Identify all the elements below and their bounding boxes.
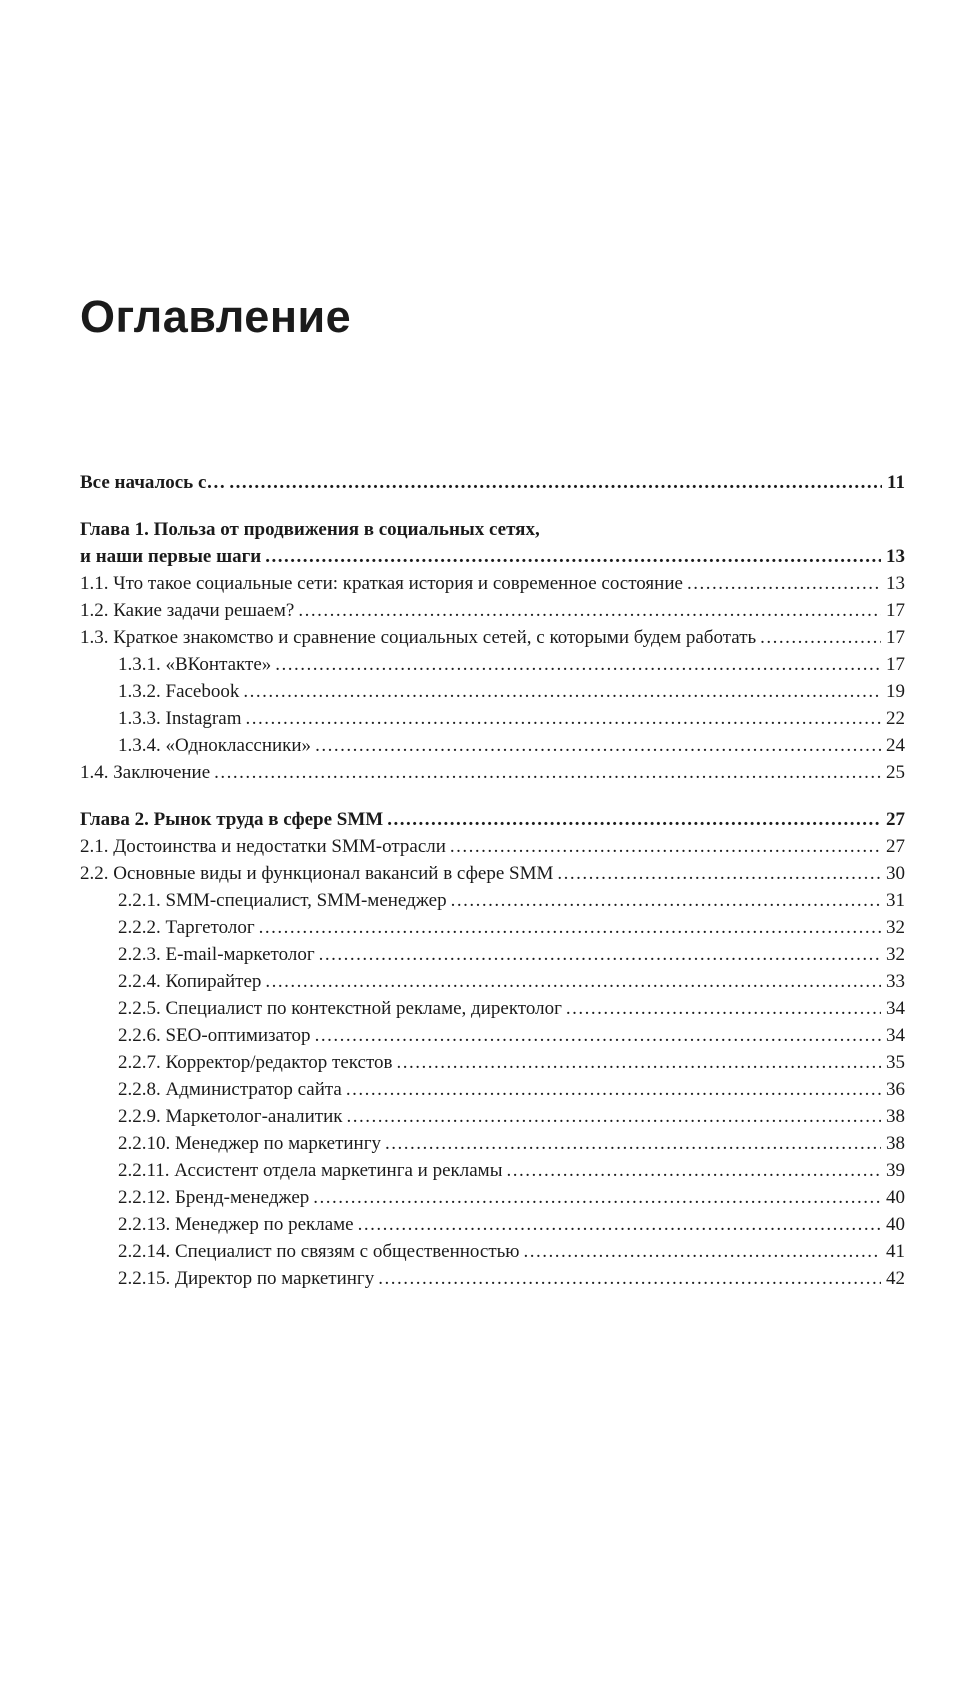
toc-entry-label: 2.2.4. Копирайтер — [118, 971, 262, 992]
toc-dot-leader — [387, 806, 881, 833]
toc-row — [80, 624, 905, 651]
toc-entry-label: 2.2.8. Администратор сайта — [118, 1079, 342, 1100]
toc-entry-label: 1.3. Краткое знакомство и сравнение социальных сетей, с которыми будем работать — [80, 627, 757, 648]
toc-row — [80, 914, 905, 941]
toc-row — [80, 1157, 905, 1184]
toc-entry-label: и наши первые шаги — [80, 546, 262, 567]
toc-row — [80, 941, 905, 968]
toc-row — [80, 860, 905, 887]
toc-entry-label: 2.2.5. Специалист по контекстной рекламе, директолог — [118, 998, 562, 1019]
toc-dot-leader — [378, 1265, 881, 1292]
toc-dot-leader — [275, 651, 881, 678]
toc-entry-label: Глава 1. Польза от продвижения в социальных сетях, — [80, 519, 540, 540]
toc-entry-label: 2.2.6. SEO-оптимизатор — [118, 1025, 311, 1046]
toc-page-number: 24 — [886, 735, 905, 756]
toc-page-number: 34 — [886, 1025, 905, 1046]
toc-row — [80, 759, 905, 786]
toc-page-number: 33 — [886, 971, 905, 992]
toc-dot-leader — [385, 1130, 881, 1157]
toc-page-number: 36 — [886, 1079, 905, 1100]
toc-page-number: 17 — [886, 654, 905, 675]
toc-row — [80, 732, 905, 759]
toc-entry-label: 2.2.1. SMM-специалист, SMM-менеджер — [118, 890, 447, 911]
toc-entry-label: 1.1. Что такое социальные сети: краткая история и современное состояние — [80, 573, 683, 594]
toc-page-number: 41 — [886, 1241, 905, 1262]
toc-dot-leader — [346, 1103, 881, 1130]
toc-dot-leader — [243, 678, 881, 705]
toc-page-number: 19 — [886, 681, 905, 702]
toc-entry-label: 2.2.7. Корректор/редактор текстов — [118, 1052, 393, 1073]
toc-page-number: 27 — [886, 836, 905, 857]
toc-row — [80, 597, 905, 624]
toc-entry-label: 1.3.4. «Одноклассники» — [118, 735, 312, 756]
toc-entry-label: 1.3.3. Instagram — [118, 708, 242, 729]
toc-row — [80, 1211, 905, 1238]
toc-row — [80, 1049, 905, 1076]
toc-dot-leader — [298, 597, 881, 624]
toc-entry-label: 2.2.10. Менеджер по маркетингу — [118, 1133, 382, 1154]
toc-dot-leader — [313, 1184, 881, 1211]
toc-entry-label: 1.4. Заключение — [80, 762, 211, 783]
toc-page-number: 35 — [886, 1052, 905, 1073]
toc-entry-label: 2.1. Достоинства и недостатки SMM-отрасли — [80, 836, 446, 857]
toc-page-number: 13 — [886, 573, 905, 594]
toc-entry-label: 2.2.12. Бренд-менеджер — [118, 1187, 310, 1208]
toc-page-number: 40 — [886, 1187, 905, 1208]
toc-entry-label: Все началось с… — [80, 472, 226, 493]
toc-dot-leader — [265, 968, 881, 995]
toc-entry-label: 1.3.1. «ВКонтакте» — [118, 654, 272, 675]
toc-entry-label: 2.2.2. Таргетолог — [118, 917, 255, 938]
toc-dot-leader — [358, 1211, 881, 1238]
toc-row — [80, 887, 905, 914]
toc-dot-leader — [451, 887, 881, 914]
toc-entry-label: 1.2. Какие задачи решаем? — [80, 600, 295, 621]
toc-dot-leader — [319, 941, 881, 968]
toc-row — [80, 705, 905, 732]
toc-dot-leader — [524, 1238, 882, 1265]
toc-row — [80, 678, 905, 705]
toc-page-number: 22 — [886, 708, 905, 729]
toc-dot-leader — [397, 1049, 882, 1076]
toc-page-number: 32 — [886, 917, 905, 938]
toc-page-number: 32 — [886, 944, 905, 965]
toc-dot-leader — [245, 705, 881, 732]
toc-entry-label: Глава 2. Рынок труда в сфере SMM — [80, 809, 384, 830]
toc-page-number: 39 — [886, 1160, 905, 1181]
toc-row — [80, 1184, 905, 1211]
toc-page-number: 30 — [886, 863, 905, 884]
toc-dot-leader — [265, 543, 881, 570]
toc-dot-leader — [214, 759, 881, 786]
toc-page-number: 25 — [886, 762, 905, 783]
toc-row — [80, 1022, 905, 1049]
toc-page-number: 40 — [886, 1214, 905, 1235]
toc-row — [80, 1238, 905, 1265]
toc-dot-leader — [566, 995, 881, 1022]
document-page — [0, 293, 975, 1681]
toc-dot-leader — [315, 732, 881, 759]
toc-row — [80, 968, 905, 995]
page-title: Оглавление — [80, 291, 352, 342]
toc-row — [80, 469, 905, 496]
toc-entry-label: 2.2. Основные виды и функционал вакансий в сфере SMM — [80, 863, 554, 884]
toc-dot-leader — [506, 1157, 881, 1184]
toc-entry-label: 1.3.2. Facebook — [118, 681, 240, 702]
toc-entry-label: 2.2.13. Менеджер по рекламе — [118, 1214, 354, 1235]
toc-dot-leader — [687, 570, 881, 597]
toc-page-number: 34 — [886, 998, 905, 1019]
toc-dot-leader — [557, 860, 881, 887]
toc-row — [80, 1265, 905, 1292]
toc-entry-label: 2.2.11. Ассистент отдела маркетинга и рекламы — [118, 1160, 503, 1181]
toc-dot-leader — [760, 624, 881, 651]
toc-entry-label: 2.2.9. Маркетолог-аналитик — [118, 1106, 343, 1127]
toc-page-number: 17 — [886, 600, 905, 621]
toc-row — [80, 543, 905, 570]
toc-row — [80, 570, 905, 597]
toc-row — [80, 1076, 905, 1103]
table-of-contents — [80, 469, 905, 1292]
toc-page-number: 31 — [886, 890, 905, 911]
toc-page-number: 38 — [886, 1133, 905, 1154]
toc-row — [80, 995, 905, 1022]
toc-dot-leader — [346, 1076, 881, 1103]
toc-row — [80, 833, 905, 860]
toc-row — [80, 516, 905, 543]
toc-dot-leader — [259, 914, 881, 941]
toc-entry-label: 2.2.3. E-mail-маркетолог — [118, 944, 315, 965]
toc-entry-label: 2.2.15. Директор по маркетингу — [118, 1268, 375, 1289]
toc-row — [80, 651, 905, 678]
toc-page-number: 27 — [886, 809, 905, 830]
toc-row — [80, 806, 905, 833]
toc-row — [80, 1130, 905, 1157]
toc-page-number: 17 — [886, 627, 905, 648]
toc-dot-leader — [315, 1022, 881, 1049]
toc-dot-leader — [229, 469, 882, 496]
toc-page-number: 42 — [886, 1268, 905, 1289]
toc-entry-label: 2.2.14. Специалист по связям с общественностью — [118, 1241, 520, 1262]
toc-page-number: 11 — [887, 472, 905, 493]
toc-row — [80, 1103, 905, 1130]
toc-page-number: 13 — [886, 546, 905, 567]
toc-dot-leader — [450, 833, 881, 860]
toc-page-number: 38 — [886, 1106, 905, 1127]
